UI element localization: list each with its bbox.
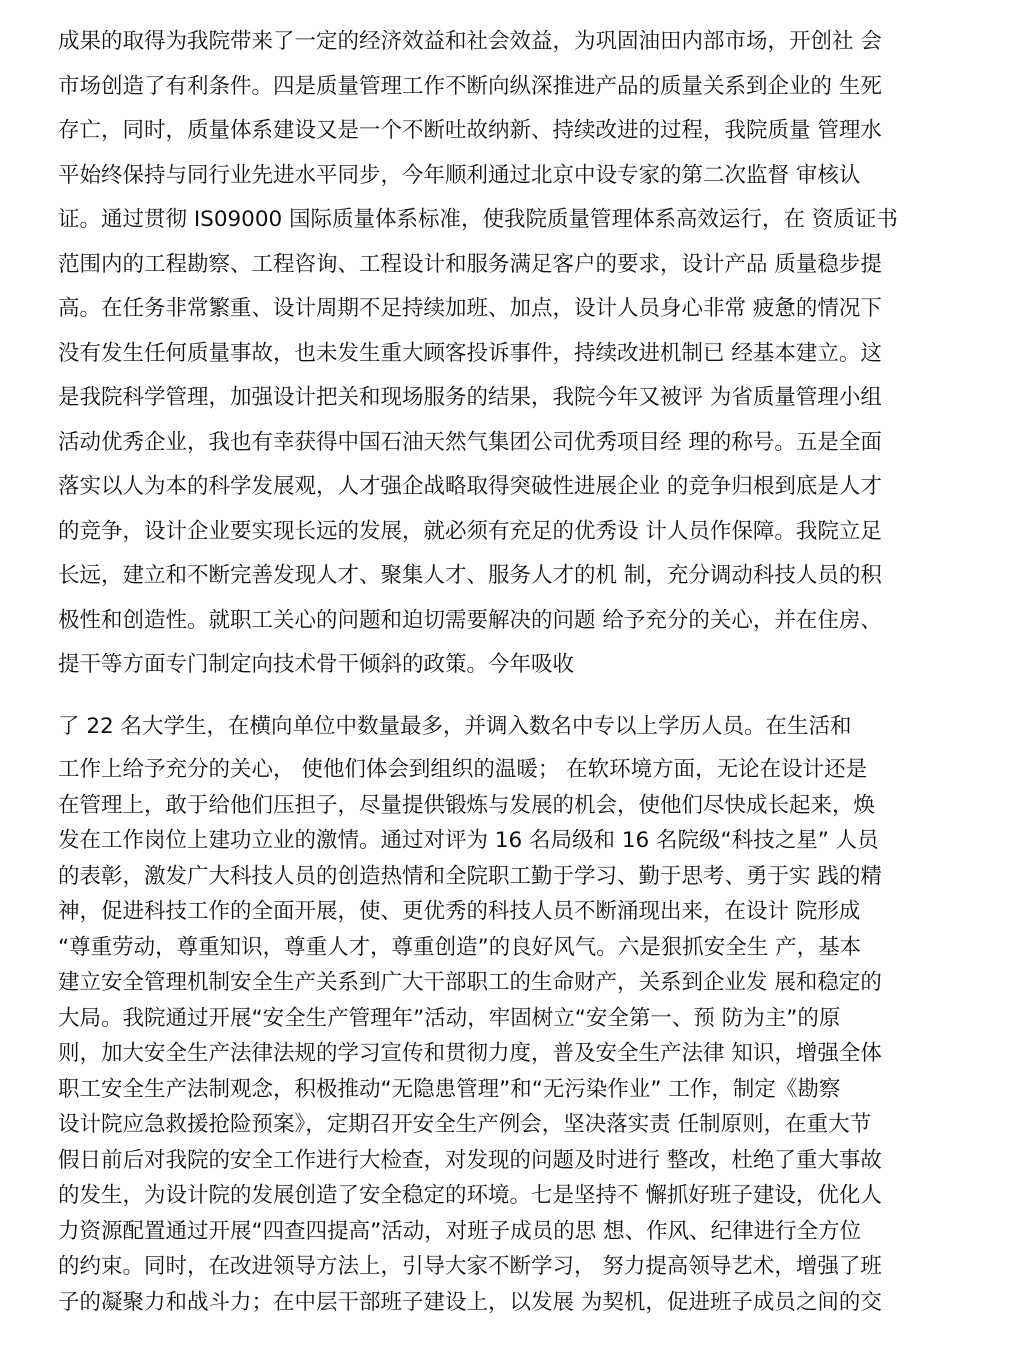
text-line: 神，促进科技工作的全面开展，使、更优秀的科技人员不断涌现出来，在设计 院形成 [58, 899, 861, 924]
text-line: 成果的取得为我院带来了一定的经济效益和社会效益，为巩固油田内部市场，开创社 会 [58, 29, 882, 54]
text-line: 证。通过贯彻 IS09000 国际质量体系标准，使我院质量管理体系高效运行，在 资质证书 [58, 207, 898, 232]
text-line: 力资源配置通过开展“四查四提高”活动，对班子成员的思 想、作风、纪律进行全方位 [58, 1218, 862, 1244]
text-line: 活动优秀企业，我也有幸获得中国石油天然气集团公司优秀项目经 理的称号。五是全面 [58, 429, 882, 455]
text-line: 的约束。同时，在改进领导方法上，引导大家不断学习， 努力提高领导艺术，增强了班 [58, 1254, 882, 1279]
text-line: 是我院科学管理，加强设计把关和现场服务的结果，我院今年又被评 为省质量管理小组 [58, 385, 882, 410]
text-line: 发在工作岗位上建功立业的激情。通过对评为 16 名局级和 16 名院级“科技之星” 人员 [58, 828, 879, 853]
text-line: 市场创造了有利条件。四是质量管理工作不断向纵深推进产品的质量关系到企业的 生死 [58, 73, 882, 99]
text-line: 范围内的工程勘察、工程咨询、工程设计和服务满足客户的要求，设计产品 质量稳步提 [58, 251, 882, 277]
text-line: 职工安全生产法制观念，积极推动“无隐患管理”和“无污染作业” 工作，制定《勘察 [58, 1076, 841, 1102]
text-line: 在管理上，敢于给他们压担子，尽量提供锻炼与发展的机会，使他们尽快成长起来，焕 [58, 792, 876, 818]
text-line: 子的凝聚力和战斗力；在中层干部班子建设上，以发展 为契机，促进班子成员之间的交 [58, 1289, 882, 1315]
text-line: 工作上给予充分的关心， 使他们体会到组织的温暖； 在软环境方面，无论在设计还是 [58, 757, 868, 782]
text-line: 的竞争，设计企业要实现长远的发展，就必须有充足的优秀设 计人员作保障。我院立足 [58, 518, 882, 544]
text-line-bridge: 了 22 名大学生，在横向单位中数量最多，并调入数名中专以上学历人员。在生活和 [58, 714, 852, 739]
text-line: “尊重劳动，尊重知识，尊重人才，尊重创造”的良好风气。六是狠抓安全生 产，基本 [58, 934, 862, 960]
text-line: 假日前后对我院的安全工作进行大检查，对发现的问题及时进行 整改，杜绝了重大事故 [58, 1147, 882, 1173]
text-line: 大局。我院通过开展“安全生产管理年”活动，牢固树立“安全第一、预 防为主”的原 [58, 1005, 841, 1031]
text-line: 提干等方面专门制定向技术骨干倾斜的政策。今年吸收 [58, 652, 575, 677]
text-line: 极性和创造性。就职工关心的问题和迫切需要解决的问题 给予充分的关心，并在住房、 [58, 607, 882, 633]
text-line: 落实以人为本的科学发展观，人才强企战略取得突破性进展企业 的竞争归根到底是人才 [58, 474, 882, 499]
text-line: 的表彰，激发广大科技人员的创造热情和全院职工勤于学习、勤于思考、勇于实 践的精 [58, 863, 882, 889]
text-line: 存亡，同时，质量体系建设又是一个不断吐故纳新、持续改进的过程，我院质量 管理水 [58, 118, 882, 143]
text-line: 没有发生任何质量事故，也未发生重大顾客投诉事件，持续改进机制已 经基本建立。这 [58, 340, 882, 366]
text-line: 建立安全管理机制安全生产关系到广大干部职工的生命财产，关系到企业发 展和稳定的 [58, 970, 882, 995]
text-line: 平始终保持与同行业先进水平同步，今年顺利通过北京中设专家的第二次监督 审核认 [58, 162, 861, 188]
text-line: 则，加大安全生产法律法规的学习宣传和贯彻力度，普及安全生产法律 知识，增强全体 [58, 1041, 882, 1066]
text-line: 长远，建立和不断完善发现人才、聚集人才、服务人才的机 制，充分调动科技人员的积 [58, 563, 882, 588]
text-line: 高。在任务非常繁重、设计周期不足持续加班、加点，设计人员身心非常 疲惫的情况下 [58, 296, 882, 321]
text-line: 的发生，为设计院的发展创造了安全稳定的环境。七是坚持不 懈抓好班子建设，优化人 [58, 1183, 882, 1208]
text-line: 设计院应急救援抢险预案》，定期召开安全生产例会，坚决落实责 任制原则，在重大节 [58, 1112, 872, 1137]
